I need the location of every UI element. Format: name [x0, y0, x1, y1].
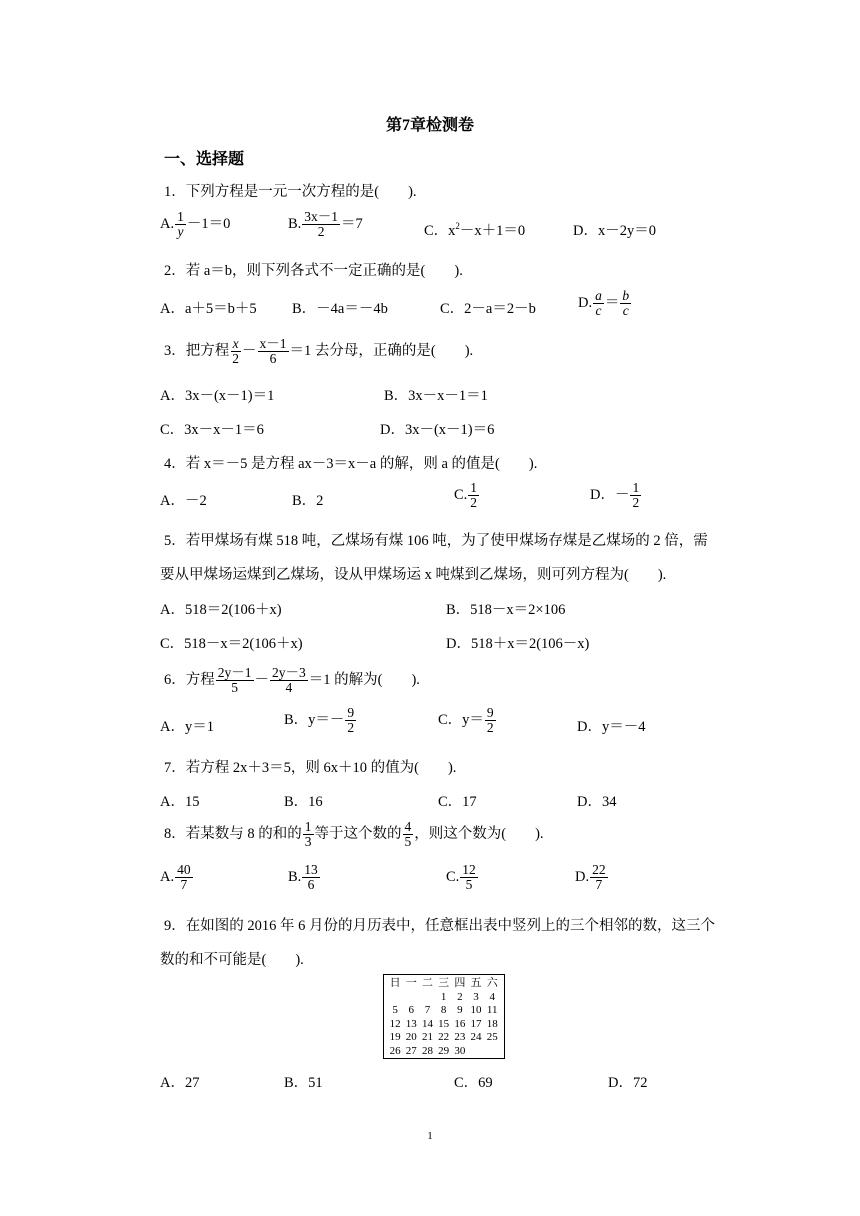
- denominator: 6: [307, 877, 315, 893]
- stem-text: 3．把方程: [164, 343, 230, 359]
- q5-option-c: C．518－x＝2(106＋x): [160, 636, 303, 652]
- q1-option-d: D．x－2y＝0: [573, 223, 656, 239]
- q5-stem-line1: 5．若甲煤场有煤 518 吨，乙煤场有煤 106 吨，为了使甲煤场存煤是乙煤场的 2 倍，需: [164, 533, 708, 549]
- weekday-header: 六: [486, 977, 498, 989]
- calendar-day: 28: [421, 1044, 433, 1057]
- denominator: [175, 225, 185, 239]
- section-heading: 一、选择题: [164, 151, 245, 168]
- numerator: a: [595, 288, 602, 303]
- q4-option-d: [590, 481, 642, 510]
- numerator: 22: [592, 862, 606, 877]
- q3-stem: [164, 337, 473, 366]
- calendar-day: [419, 991, 435, 1005]
- fraction: [345, 706, 356, 735]
- denominator: 7: [180, 877, 188, 893]
- option-text: C．x: [424, 223, 456, 239]
- q7-option-d: D．34: [577, 794, 617, 810]
- numerator: 12: [462, 862, 476, 877]
- q9-option-b: B．51: [284, 1075, 323, 1091]
- q8-option-b: [288, 863, 321, 892]
- q5-option-a: A．518＝2(106＋x): [160, 602, 282, 618]
- option-letter: C.: [454, 487, 468, 503]
- calendar-day: 3: [473, 990, 479, 1003]
- calendar-day: 12: [389, 1017, 401, 1030]
- calendar-day: 7: [424, 1004, 431, 1016]
- stem-text: ＝1 去分母，正确的是( ).: [289, 343, 474, 359]
- fraction: [302, 863, 320, 892]
- denominator: 6: [269, 351, 277, 367]
- calendar-day: 30: [454, 1044, 466, 1057]
- fraction: [175, 863, 193, 892]
- option-letter: C.: [446, 869, 460, 885]
- fraction: [620, 289, 631, 318]
- calendar-day: 10: [470, 1004, 482, 1016]
- numerator: 13: [304, 862, 318, 877]
- q6-stem: [164, 666, 420, 695]
- q4-option-c: [454, 481, 480, 510]
- calendar-day: 13: [405, 1017, 417, 1030]
- weekday-header: 三: [438, 977, 450, 989]
- denominator: c: [622, 303, 629, 319]
- denominator: 2: [232, 351, 239, 367]
- denominator: 4: [285, 680, 293, 696]
- q3-option-d: D．3x－(x－1)＝6: [380, 422, 495, 438]
- denominator: 2: [486, 720, 494, 736]
- fraction: [485, 706, 496, 735]
- calendar-day: [387, 991, 403, 1005]
- stem-text: 8．若某数与 8 的和的: [164, 826, 302, 842]
- option-text: B．y＝－: [284, 712, 345, 728]
- numerator: x－1: [259, 336, 287, 351]
- q9-stem-line1: 9．在如图的 2016 年 6 月份的月历表中，任意框出表中竖列上的三个相邻的数，这三个: [164, 918, 715, 934]
- stem-text: 6．方程: [164, 672, 215, 688]
- fraction: [302, 210, 340, 239]
- denominator: 5: [404, 834, 412, 850]
- calendar-day: 18: [486, 1017, 498, 1030]
- q8-stem: [164, 820, 544, 849]
- calendar-day: 23: [454, 1031, 466, 1043]
- q9-stem-line2: 数的和不可能是( ).: [160, 952, 304, 968]
- q5-option-b: B．518－x＝2×106: [446, 602, 566, 618]
- q2-option-b: B．－4a＝－4b: [292, 301, 388, 317]
- numerator: 1: [632, 480, 640, 495]
- calendar-row: [387, 991, 500, 1005]
- option-letter: A.: [160, 869, 175, 885]
- q1-option-c: [424, 219, 525, 240]
- calendar-day: 24: [470, 1031, 482, 1043]
- calendar-day: 25: [486, 1031, 498, 1043]
- option-letter: D．－: [590, 487, 630, 503]
- q8-option-c: [446, 863, 479, 892]
- weekday-header: 五: [470, 977, 482, 989]
- fraction: [403, 820, 414, 849]
- denominator: 3: [304, 834, 312, 850]
- calendar-row: [387, 1031, 500, 1045]
- stem-text: 等于这个数的: [314, 826, 402, 842]
- denominator: 7: [595, 877, 603, 893]
- denominator: c: [595, 303, 602, 319]
- fraction: [303, 820, 314, 849]
- q6-option-c: [438, 706, 497, 735]
- q1-option-a: [160, 210, 230, 239]
- calendar-day: [403, 991, 419, 1005]
- fraction: [230, 337, 241, 366]
- weekday-header: 二: [421, 977, 433, 989]
- minus: －: [242, 343, 257, 359]
- calendar-day: 29: [438, 1044, 450, 1057]
- denominator: 5: [465, 877, 473, 893]
- equals: ＝: [604, 295, 620, 311]
- fraction: [258, 337, 289, 366]
- q3-option-c: C．3x－x－1＝6: [160, 422, 264, 438]
- numerator: 1: [177, 209, 184, 224]
- fraction: [216, 666, 254, 695]
- calendar-day: 15: [438, 1017, 450, 1030]
- option-letter: B.: [288, 216, 302, 232]
- fraction: [468, 481, 479, 510]
- weekday-header: 四: [454, 977, 466, 989]
- q6-option-b: [284, 706, 357, 735]
- fraction: [630, 481, 641, 510]
- fraction: [270, 666, 308, 695]
- calendar-day: 11: [486, 1004, 498, 1016]
- q9-option-c: C．69: [454, 1075, 493, 1091]
- fraction: [590, 863, 608, 892]
- q9-option-d: D．72: [608, 1075, 648, 1091]
- denominator: 2: [347, 720, 355, 736]
- q5-stem-line2: 要从甲煤场运煤到乙煤场，设从甲煤场运 x 吨煤到乙煤场，则可列方程为( ).: [160, 567, 667, 583]
- fraction: [593, 289, 604, 318]
- option-letter: B.: [288, 869, 302, 885]
- calendar-day: 16: [454, 1017, 466, 1030]
- q2-option-a: A．a＋5＝b＋5: [160, 301, 257, 317]
- calendar-day: 2: [457, 990, 463, 1003]
- page-number: 1: [427, 1130, 433, 1142]
- numerator: 40: [177, 862, 191, 877]
- option-letter: D.: [578, 295, 593, 311]
- numerator: b: [622, 288, 630, 303]
- calendar-grid: [387, 977, 500, 1058]
- denominator: 2: [632, 495, 640, 511]
- calendar-day: 9: [457, 1004, 463, 1016]
- denominator: 2: [317, 224, 325, 240]
- option-rest: ＝7: [341, 216, 363, 232]
- option-rest: －1＝0: [186, 216, 231, 232]
- calendar-header-row: [387, 977, 500, 991]
- calendar-day: 8: [440, 1004, 447, 1016]
- weekday-header: 日: [389, 977, 401, 989]
- q7-option-c: C．17: [438, 794, 477, 810]
- stem-text: ，则这个数为( ).: [414, 826, 544, 842]
- calendar-day: 26: [389, 1044, 401, 1057]
- page-title: 第7章检测卷: [385, 117, 474, 134]
- exponent: 2: [455, 221, 460, 232]
- stem-text: ＝1 的解为( ).: [308, 672, 420, 688]
- q6-option-a: A．y＝1: [160, 719, 214, 735]
- q2-option-c: C．2－a＝2－b: [440, 301, 536, 317]
- option-letter: D.: [575, 869, 590, 885]
- fraction: [175, 210, 186, 239]
- q7-option-b: B．16: [284, 794, 323, 810]
- calendar-day: 4: [489, 990, 495, 1003]
- q8-option-a: [160, 863, 194, 892]
- calendar-day: 20: [405, 1031, 417, 1043]
- q6-option-d: D．y＝－4: [577, 719, 646, 735]
- weekday-header: 一: [405, 977, 417, 989]
- denominator: 2: [470, 495, 478, 511]
- q9-option-a: A．27: [160, 1075, 200, 1091]
- option-text: C．y＝: [438, 712, 484, 728]
- calendar-day: 14: [421, 1017, 433, 1030]
- numerator: 9: [486, 705, 494, 720]
- q5-option-d: D．518＋x＝2(106－x): [446, 636, 590, 652]
- calendar-day: 27: [405, 1044, 417, 1057]
- q8-option-d: [575, 863, 609, 892]
- q2-option-d: [578, 289, 632, 318]
- calendar-day: [468, 1045, 484, 1059]
- q4-stem: 4．若 x＝－5 是方程 ax－3＝x－a 的解，则 a 的值是( ).: [164, 456, 538, 472]
- calendar-day: 19: [389, 1031, 401, 1043]
- numerator: 1: [304, 819, 312, 834]
- denominator-text: y: [177, 224, 184, 240]
- calendar-day: 21: [421, 1031, 433, 1043]
- calendar-row: [387, 1018, 500, 1032]
- calendar-row: [387, 1045, 500, 1059]
- option-rest: －x＋1＝0: [459, 223, 526, 239]
- calendar-day: 1: [440, 990, 447, 1003]
- q1-stem: 1．下列方程是一元一次方程的是( ).: [164, 184, 417, 200]
- fraction: [460, 863, 478, 892]
- q7-option-a: A．15: [160, 794, 200, 810]
- numerator: x: [232, 336, 239, 351]
- q3-option-b: B．3x－x－1＝1: [384, 388, 488, 404]
- calendar-day: [484, 1045, 500, 1059]
- numerator: 3x－1: [304, 209, 339, 224]
- numerator: 4: [404, 819, 412, 834]
- calendar-day: 5: [392, 1004, 398, 1016]
- q1-option-b: [288, 210, 363, 239]
- calendar-row: [387, 1004, 500, 1018]
- q4-option-b: B．2: [292, 493, 324, 509]
- numerator: 2y－1: [217, 665, 252, 680]
- calendar-day: 6: [408, 1004, 415, 1016]
- numerator: 1: [470, 480, 478, 495]
- q7-stem: 7．若方程 2x＋3＝5，则 6x＋10 的值为( ).: [164, 760, 457, 776]
- calendar-day: 22: [438, 1031, 450, 1043]
- numerator: 2y－3: [272, 665, 306, 680]
- calendar-table: [383, 974, 505, 1059]
- option-letter: A.: [160, 216, 175, 232]
- q3-option-a: A．3x－(x－1)＝1: [160, 388, 275, 404]
- q2-stem: 2．若 a＝b，则下列各式不一定正确的是( ).: [164, 263, 463, 279]
- minus: －: [254, 672, 269, 688]
- q4-option-a: A．－2: [160, 493, 207, 509]
- calendar-day: 17: [470, 1017, 482, 1030]
- numerator: 9: [347, 705, 355, 720]
- denominator: 5: [231, 680, 238, 696]
